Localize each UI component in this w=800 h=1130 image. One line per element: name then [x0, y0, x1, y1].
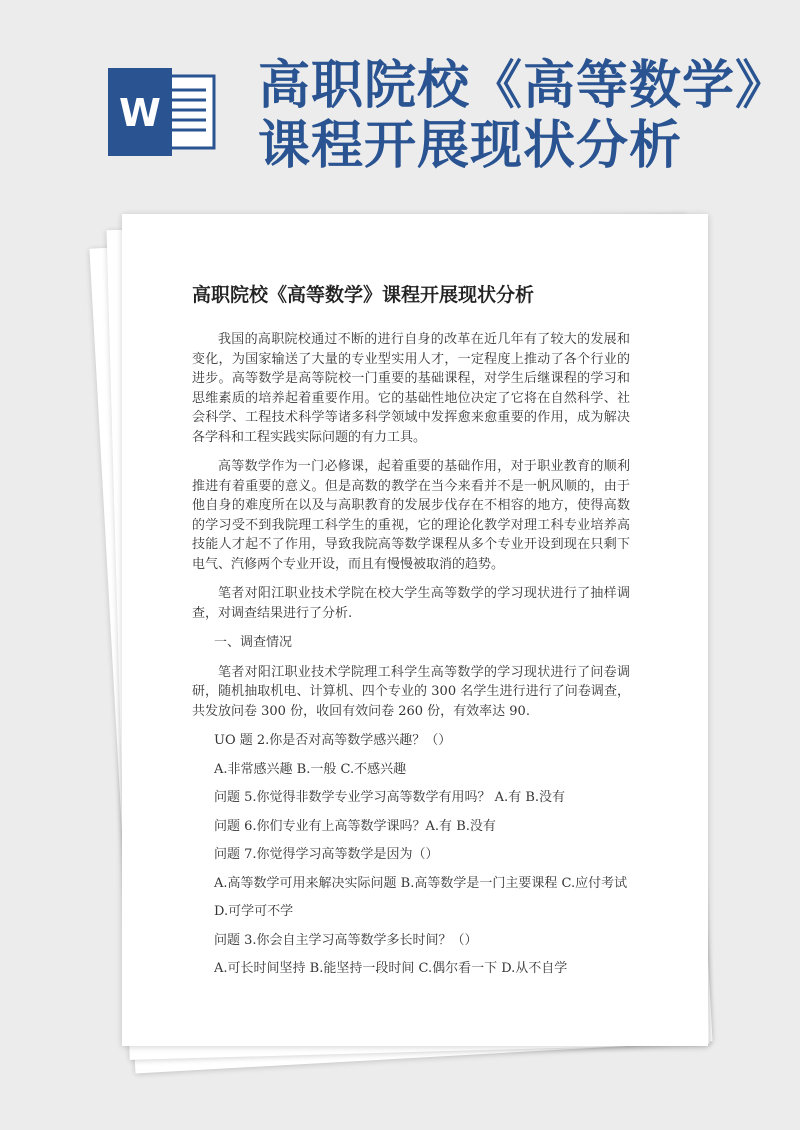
body-paragraph: 我国的高职院校通过不断的进行自身的改革在近几年有了较大的发展和变化，为国家输送了大量的专业型实用人才，一定程度上推动了各个行业的进步。高等数学是高等院校一门重要的基础课程，对学生后继课程的学习和思维素质的培养起着重要作用。它的基础性地位决定了它将在自然科学、社会科学、工程技术科学等诸多科学领域中发挥愈来愈重要的作用，成为解决各学科和工程实践实际问题的有力工具。 — [192, 332, 630, 445]
question-line: 问题 6.你们专业有上高等数学课吗？A.有 B.没有 — [214, 818, 496, 834]
question-line: A.可长时间坚持 B.能坚持一段时间 C.偶尔看一下 D.从不自学 — [214, 961, 568, 976]
question-line: A.非常感兴趣 B.一般 C.不感兴趣 — [214, 761, 407, 777]
section-heading: 一、调查情况 — [214, 635, 293, 650]
document-body — [192, 330, 630, 988]
question-line: A.高等数学可用来解决实际问题 B.高等数学是一门主要课程 C.应付考试 — [214, 875, 628, 891]
document-title: 高职院校《高等数学》课程开展现状分析 — [192, 284, 535, 306]
question-line: 问题 3.你会自主学习高等数学多长时间？（） — [214, 932, 478, 948]
question-line: UO 题 2.你是否对高等数学感兴趣？（） — [214, 733, 452, 748]
body-paragraph: 高等数学作为一门必修课，起着重要的基础作用，对于职业教育的顺利推进有着重要的意义。但是高数的教学在当今来看并不是一帆风顺的，由于他自身的难度所在以及与高职教育的发展步伐存在不相容的地方，使得高数的学习受不到我院理工科学生的重视，它的理论化教学对理工科专业培养高技能人才起不了作用，导致我院高等数学课程从多个专业开设到现在只剩下电气、汽修两个专业开设，而且有慢慢被取消的趋势。 — [192, 459, 630, 572]
word-document-icon — [108, 68, 220, 156]
survey-paragraph: 笔者对阳江职业技术学院理工科学生高等数学的学习现状进行了问卷调研，随机抽取机电、计算机、四个专业的 300 名学生进行进行了问卷调查，共发放问卷 300 份，收回有效问卷 260 份，有效率达 90. — [192, 664, 630, 719]
word-icon-letter: W — [119, 91, 161, 135]
page-header — [0, 0, 800, 200]
body-paragraph: 笔者对阳江职业技术学院在校大学生高等数学的学习现状进行了抽样调查，对调查结果进行了分析. — [192, 586, 630, 621]
question-line: D.可学可不学 — [214, 904, 294, 919]
question-line: 问题 5.你觉得非数学专业学习高等数学有用吗？ A.有 B.没有 — [214, 790, 566, 805]
question-line: 问题 7.你觉得学习高等数学是因为（） — [214, 847, 439, 862]
header-title: 高职院校《高等数学》课程开展现状分析 — [258, 56, 763, 176]
